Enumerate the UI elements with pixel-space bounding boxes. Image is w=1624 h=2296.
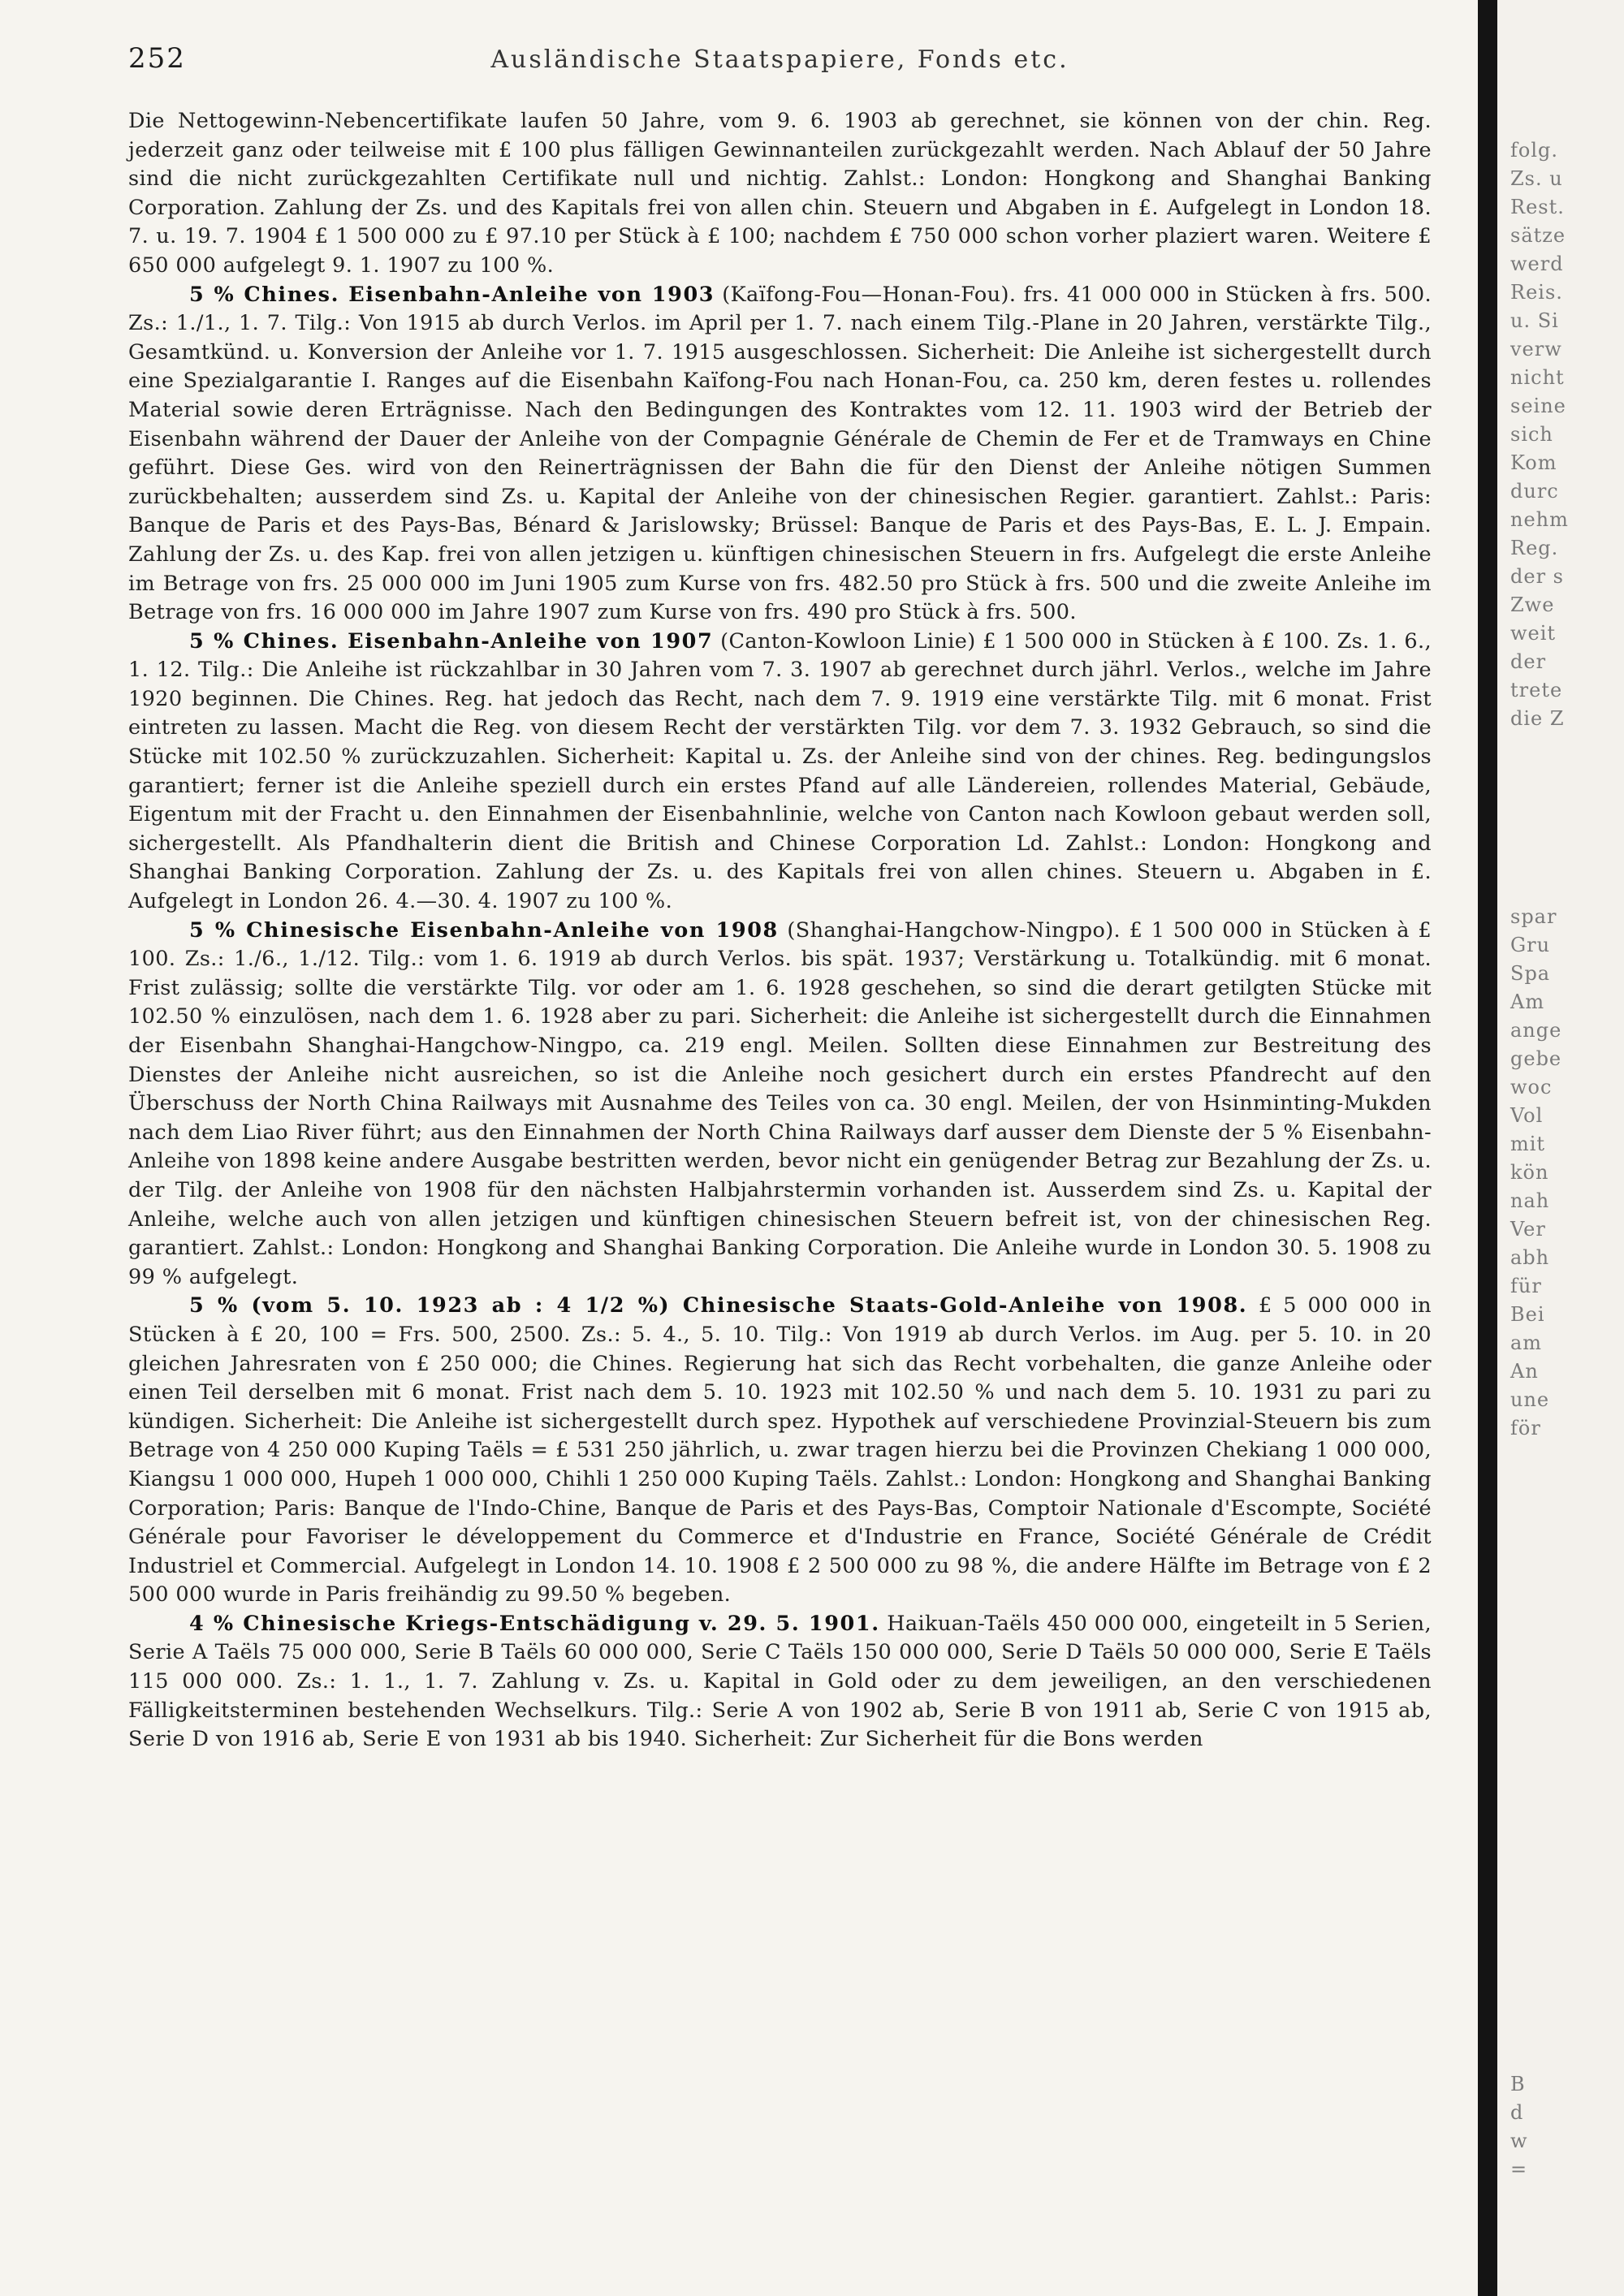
paragraph-text: (Canton-Kowloon Linie) £ 1 500 000 in Stücken à £ 100. Zs. 1. 6., 1. 12. Tilg.: Die Anleihe ist rückzahlbar in 30 Jahren vom 7. 3. 1907 ab gerechnet durch jährl. Verlos., welche im Jahre 1920 beginnen. Die Chines. Reg. hat jedoch das Recht, nach dem 7. 9. 1919 eine verstärkte Tilg. mit 6 monat. Frist eintreten zu lassen. Macht die Reg. von diesem Recht der verstärkten Tilg. vor dem 7. 3. 1932 Gebrauch, so sind die Stücke mit 102.50 % zurückzuzahlen. Sicherheit: Kapital u. Zs. der Anleihe sind von der chines. Reg. bedingungslos garantiert; ferner ist die Anleihe speziell durch ein erstes Pfand auf alle Ländereien, rollendes Material, Gebäude, Eigentum mit der Fracht u. den Einnahmen der Eisenbahnlinie, welche von Canton nach Kowloon gebaut werden soll, sichergestellt. Als Pfandhalterin dient die British and Chinese Corporation Ld. Zahlst.: London: Hongkong and Shanghai Banking Corporation. Zahlung der Zs. u. des Kapitals frei von allen chines. Steuern u. Abgaben in £. Aufgelegt in London 26. 4.—30. 4. 1907 zu 100 %. [128,628,1432,914]
fragment-line: der [1510,650,1547,673]
fragment-line: sich [1510,423,1553,446]
fragment-line: d [1510,2101,1524,2124]
paragraph-war-indemnity-1901 [128,1610,1432,1754]
fragment-line: w [1510,2130,1528,2152]
loan-heading: 4 % Chinesische Kriegs-Entschädigung v. 29. 5. 1901. [189,1611,880,1636]
fragment-line: u. Si [1510,309,1559,332]
fragment-line: der s [1510,565,1564,588]
fragment-line: nah [1510,1189,1550,1212]
fragment-line: werd [1510,252,1564,275]
paragraph-text: (Kaïfong-Fou—Honan-Fou). frs. 41 000 000 in Stücken à frs. 500. Zs.: 1./1., 1. 7. Tilg.: Von 1915 ab durch Verlos. im April per 1. 7. nach einem Tilg.-Plane in 20 Jahren, verstärkte Tilg., Gesamtkünd. u. Konversion der Anleihe vor 1. 7. 1915 ausgeschlossen. Sicherheit: Die Anleihe ist sichergestellt durch eine Spezialgarantie I. Ranges auf die Eisenbahn Kaïfong-Fou nach Honan-Fou, ca. 250 km, deren festes u. rollendes Material sowie deren Erträgnisse. Nach den Bedingungen des Kontraktes vom 12. 11. 1903 wird der Betrieb der Eisenbahn während der Dauer der Anleihe von der Compagnie Générale de Chemin de Fer et de Tramways en Chine geführt. Diese Ges. wird von den Reinerträgnissen der Bahn die für den Dienst der Anleihe nötigen Summen zurückbehalten; ausserdem sind Zs. u. Kapital der Anleihe von der chinesischen Regier. garantiert. Zahlst.: Paris: Banque de Paris et des Pays-Bas, Bénard & Jarislowsky; Brüssel: Banque de Paris et des Pays-Bas, E. L. J. Empain. Zahlung der Zs. u. des Kap. frei von allen jetzigen u. künftigen chinesischen Steuern in frs. Aufgelegt die erste Anleihe im Betrage von frs. 25 000 000 im Juni 1905 zum Kurse von frs. 482.50 pro Stück à frs. 500 und die zweite Anleihe im Betrage von frs. 16 000 000 im Jahre 1907 zum Kurse von frs. 490 pro Stück à frs. 500. [128,282,1432,625]
facing-page-edge [1478,0,1624,2296]
facing-page-fragments-top [1510,136,1569,733]
running-title: Ausländische Staatspapiere, Fonds etc. [490,45,1069,74]
paragraph-loan-1908-railway [128,917,1432,1293]
fragment-line: Am [1510,990,1545,1013]
paragraph-loan-1903 [128,281,1432,628]
fragment-line: für [1510,1275,1542,1297]
loan-heading: 5 % Chines. Eisenbahn-Anleihe von 1907 [189,628,714,654]
fragment-line: Zs. u [1510,167,1563,190]
body-text [128,107,1432,1754]
binding-shadow [1478,0,1497,2296]
loan-heading: 5 % (vom 5. 10. 1923 ab : 4 1/2 %) Chinesische Staats-Gold-Anleihe von 1908. [189,1293,1248,1318]
paragraph-gold-loan-1908 [128,1292,1432,1610]
fragment-line: Gru [1510,934,1551,956]
fragment-line: B [1510,2073,1526,2095]
paragraph-certificates [128,107,1432,281]
facing-page-fragments-middle [1510,903,1561,1443]
page-header [128,42,1432,75]
fragment-line: verw [1510,338,1562,360]
fragment-line: ange [1510,1019,1562,1042]
fragment-line: am [1510,1331,1543,1354]
fragment-line: nicht [1510,366,1565,389]
fragment-line: une [1510,1388,1550,1411]
fragment-line: Zwe [1510,593,1555,616]
fragment-line: An [1510,1360,1539,1383]
fragment-line: gebe [1510,1047,1562,1070]
fragment-line: Bei [1510,1303,1545,1326]
paragraph-text: £ 5 000 000 in Stücken à £ 20, 100 = Frs. 500, 2500. Zs.: 5. 4., 5. 10. Tilg.: Von 1919 ab durch Verlos. im Aug. per 5. 10. in 20 gleichen Jahresraten von £ 250 000; die Chines. Regierung hat sich das Recht vorbehalten, die ganze Anleihe oder einen Teil derselben mit 6 monat. Frist nach dem 5. 10. 1923 mit 102.50 % und nach dem 5. 10. 1931 zu pari zu kündigen. Sicherheit: Die Anleihe ist sichergestellt durch spez. Hypothek auf verschiedene Provinzial-Steuern bis zum Betrage von 4 250 000 Kuping Taëls = £ 531 250 jährlich, u. zwar tragen hierzu bei die Provinzen Chekiang 1 000 000, Kiangsu 1 000 000, Hupeh 1 000 000, Chihli 1 250 000 Kuping Taëls. Zahlst.: London: Hongkong and Shanghai Banking Corporation; Paris: Banque de l'Indo-Chine, Banque de Paris et des Pays-Bas, Comptoir Nationale d'Escompte, Société Générale pour Favoriser le développement du Commerce et d'Industrie en France, Société Générale de Crédit Industriel et Commercial. Aufgelegt in London 14. 10. 1908 £ 2 500 000 zu 98 %, die andere Hälfte im Betrage von £ 2 500 000 wurde in Paris freihändig zu 99.50 % begeben. [128,1293,1432,1608]
fragment-line: die Z [1510,707,1565,730]
fragment-line: trete [1510,679,1563,701]
fragment-line: sätze [1510,224,1566,247]
fragment-line: Rest. [1510,196,1565,218]
paragraph-text: Haikuan-Taëls 450 000 000, eingeteilt in 5 Serien, Serie A Taëls 75 000 000, Serie B Taëls 60 000 000, Serie C Taëls 150 000 000, Serie D Taëls 50 000 000, Serie E Taëls 115 000 000. Zs.: 1. 1., 1. 7. Zahlung v. Zs. u. Kapital in Gold oder zu dem jeweiligen, an den verschiedenen Fälligkeitsterminen bestehenden Wechselkurs. Tilg.: Serie A von 1902 ab, Serie B von 1911 ab, Serie C von 1915 ab, Serie D von 1916 ab, Serie E von 1931 ab bis 1940. Sicherheit: Zur Sicherheit für die Bons werden [128,1611,1432,1752]
loan-heading: 5 % Chines. Eisenbahn-Anleihe von 1903 [189,282,715,307]
page-number: 252 [128,42,186,75]
loan-heading: 5 % Chinesische Eisenbahn-Anleihe von 1908 [189,917,779,943]
fragment-line: för [1510,1417,1541,1439]
fragment-line: abh [1510,1246,1550,1269]
fragment-line: durc [1510,480,1559,503]
fragment-line: seine [1510,395,1566,417]
fragment-line: woc [1510,1076,1553,1098]
paragraph-text: (Shanghai-Hangchow-Ningpo). £ 1 500 000 in Stücken à £ 100. Zs.: 1./6., 1./12. Tilg.: vom 1. 6. 1919 ab durch Verlos. bis spät. 1937; Verstärkung u. Totalkündig. mit 6 monat. Frist zulässig; sollte die verstärkte Tilg. vor oder am 1. 6. 1928 geschehen, so sind die derart getilgten Stücke mit 102.50 % einzulösen, nach dem 1. 6. 1928 aber zu pari. Sicherheit: die Anleihe ist sichergestellt durch die Einnahmen der Eisenbahn Shanghai-Hangchow-Ningpo, ca. 219 engl. Meilen. Sollten diese Einnahmen zur Bestreitung des Dienstes der Anleihe nicht ausreichen, so ist die Anleihe noch gesichert durch ein erstes Pfandrecht auf den Überschuss der North China Railways mit Ausnahme des Teiles von ca. 30 engl. Meilen, der von Hsinminting-Mukden nach dem Liao River führt; aus den Einnahmen der North China Railways darf ausser dem Dienste der 5 % Eisenbahn-Anleihe von 1898 keine andere Ausgabe bestritten werden, bevor nicht ein genügender Betrag zur Bezahlung der Zs. u. der Tilg. der Anleihe von 1908 für den nächsten Halbjahrstermin vorhanden ist. Ausserdem sind Zs. u. Kapital der Anleihe, welche auch von allen jetzigen und künftigen chinesischen Steuern befreit ist, von der chinesischen Reg. garantiert. Zahlst.: London: Hongkong and Shanghai Banking Corporation. Die Anleihe wurde in London 30. 5. 1908 zu 99 % aufgelegt. [128,917,1432,1289]
fragment-line: nehm [1510,508,1569,531]
fragment-line: = [1510,2158,1528,2181]
facing-page-fragments-bottom [1510,2070,1528,2184]
fragment-line: Vol [1510,1104,1544,1127]
paragraph-text: Die Nettogewinn-Nebencertifikate laufen 50 Jahre, vom 9. 6. 1903 ab gerechnet, sie können von der chin. Reg. jederzeit ganz oder teilweise mit £ 100 plus fälligen Gewinnanteilen zurückgezahlt werden. Nach Ablauf der 50 Jahre sind die nicht zurückgezahlten Certifikate null und nichtig. Zahlst.: London: Hongkong and Shanghai Banking Corporation. Zahlung der Zs. und des Kapitals frei von allen chin. Steuern und Abgaben in £. Aufgelegt in London 18. 7. u. 19. 7. 1904 £ 1 500 000 zu £ 97.10 per Stück à £ 100; nachdem £ 750 000 schon vorher plaziert waren. Weitere £ 650 000 aufgelegt 9. 1. 1907 zu 100 %. [128,109,1432,278]
fragment-line: folg. [1510,139,1558,162]
paragraph-loan-1907 [128,628,1432,917]
fragment-line: Ver [1510,1218,1546,1241]
fragment-line: Reg. [1510,537,1559,559]
fragment-line: Kom [1510,451,1557,474]
fragment-line: Spa [1510,962,1551,985]
fragment-line: Reis. [1510,281,1563,304]
fragment-line: weit [1510,622,1557,645]
fragment-line: kön [1510,1161,1549,1184]
fragment-line: spar [1510,905,1557,928]
fragment-line: mit [1510,1133,1546,1155]
